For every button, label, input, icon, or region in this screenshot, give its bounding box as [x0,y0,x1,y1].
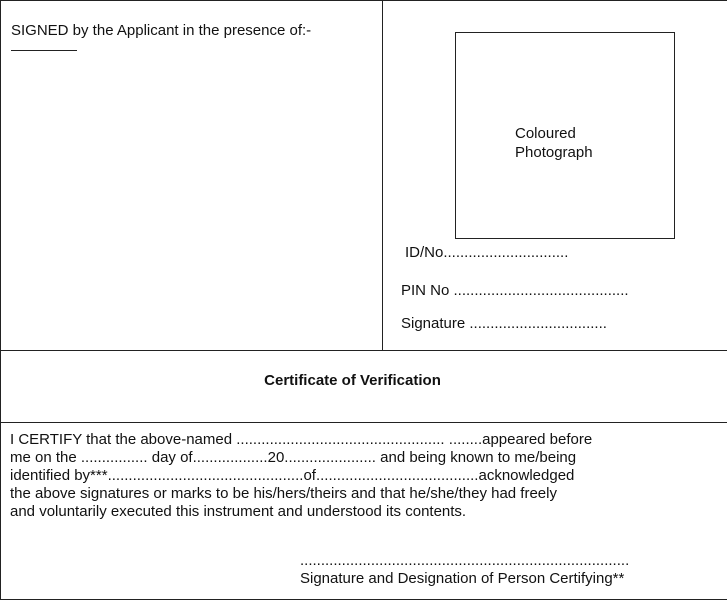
photo-label [515,124,635,162]
signed-statement: SIGNED by the Applicant in the presence of:- [11,22,312,39]
row-divider-top [0,350,727,351]
certificate-line: I CERTIFY that the above-named .................................................. ........appeared before [10,431,593,448]
pin-no-field: PIN No .......................................... [401,282,629,299]
certifier-signature-line: ............................................................................... [300,552,630,569]
column-divider [382,0,383,351]
certificate-title: Certificate of Verification [264,372,441,389]
certificate-line: the above signatures or marks to be his/hers/theirs and that he/she/they had freely [10,485,557,502]
id-no-field: ID/No.............................. [405,244,569,261]
row-divider-bottom [0,422,727,423]
witness-signature-line [11,50,77,51]
photo-box [455,32,675,239]
signature-field: Signature ................................. [401,315,607,332]
certificate-line: and voluntarily executed this instrument and understood its contents. [10,503,467,520]
certificate-body [10,431,620,521]
certifier-signature-caption: Signature and Designation of Person Certifying** [300,570,625,587]
certificate-line: identified by***...............................................of.......................................acknowledged [10,467,575,484]
photo-label-line2: Photograph [515,144,593,161]
certificate-line: me on the ................ day of..................20...................... and being known to me/being [10,449,577,466]
photo-label-line1: Coloured [515,125,576,142]
